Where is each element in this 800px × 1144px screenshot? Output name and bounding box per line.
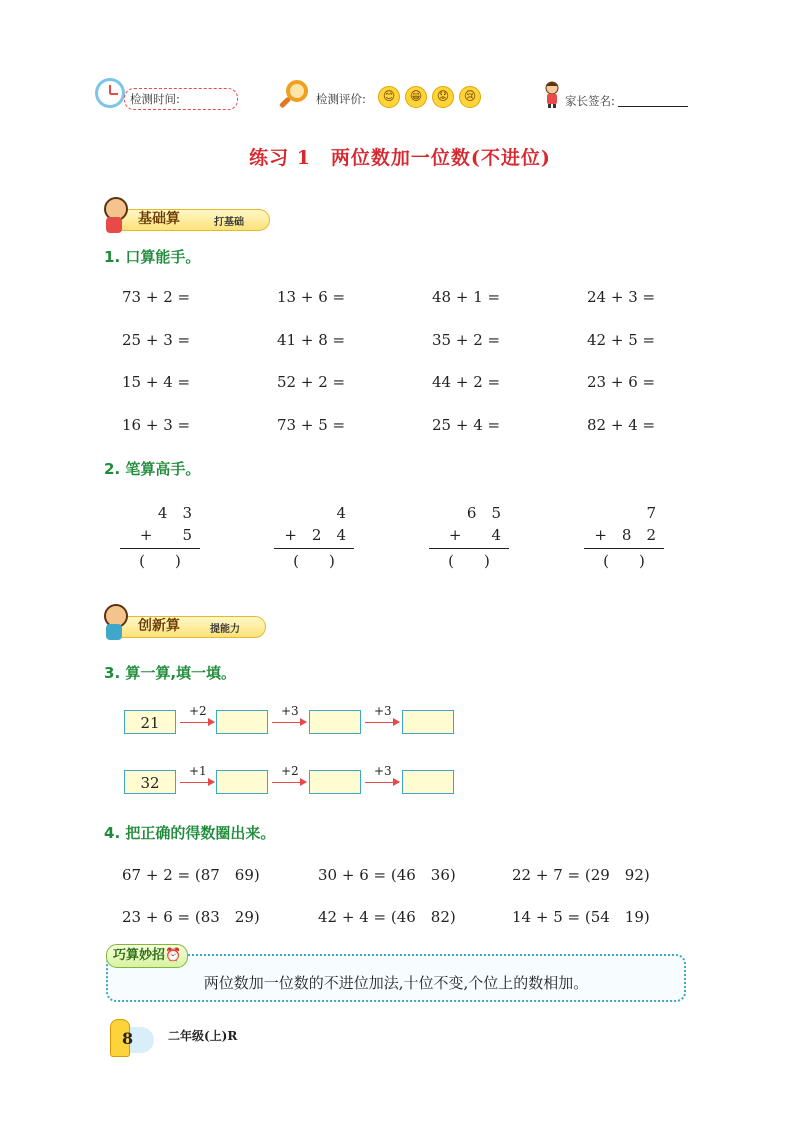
arrow-icon xyxy=(365,782,399,783)
step-label: +3 xyxy=(374,704,392,718)
step-label: +2 xyxy=(189,704,207,718)
circle-choice-item[interactable]: 14 + 5 = (54 19) xyxy=(512,908,650,926)
answer-box[interactable] xyxy=(309,710,361,734)
column-addition: 6 5 + 4 ( ) xyxy=(429,502,509,571)
mental-math-item: 48 + 1 = xyxy=(432,288,501,306)
mental-math-item: 35 + 2 = xyxy=(432,331,501,349)
section-banner-basic xyxy=(104,205,274,231)
circle-choice-item[interactable]: 22 + 7 = (29 92) xyxy=(512,866,650,884)
time-label: 检测时间: xyxy=(130,92,180,106)
chain-start-box: 21 xyxy=(124,710,176,734)
section-title: 创新算 xyxy=(138,618,180,634)
section-title: 基础算 xyxy=(138,211,180,227)
answer-blank[interactable]: ( ) xyxy=(448,552,490,570)
circle-choice-item[interactable]: 42 + 4 = (46 82) xyxy=(318,908,456,926)
mental-math-item: 82 + 4 = xyxy=(587,416,656,434)
mental-math-item: 52 + 2 = xyxy=(277,373,346,391)
mental-math-item: 23 + 6 = xyxy=(587,373,656,391)
step-label: +3 xyxy=(374,764,392,778)
mental-math-item: 44 + 2 = xyxy=(432,373,501,391)
section-banner-innovate xyxy=(104,612,274,638)
arrow-icon xyxy=(365,722,399,723)
mental-math-item: 25 + 3 = xyxy=(122,331,191,349)
circle-choice-item[interactable]: 67 + 2 = (87 69) xyxy=(122,866,260,884)
question-4-heading: 4. 把正确的得数圈出来。 xyxy=(104,824,276,842)
step-label: +1 xyxy=(189,764,207,778)
circle-choice-item[interactable]: 30 + 6 = (46 36) xyxy=(318,866,456,884)
section-subtitle: 打基础 xyxy=(214,217,244,228)
page-title: 练习 1 两位数加一位数(不进位) xyxy=(249,147,551,169)
answer-box[interactable] xyxy=(216,710,268,734)
worried-face-icon[interactable]: 😟 xyxy=(432,86,454,108)
mental-math-item: 42 + 5 = xyxy=(587,331,656,349)
arrow-icon xyxy=(180,722,214,723)
arrow-icon xyxy=(180,782,214,783)
step-label: +3 xyxy=(281,704,299,718)
mental-math-item: 15 + 4 = xyxy=(122,373,191,391)
time-field[interactable] xyxy=(124,88,238,110)
column-addition: 4 + 2 4 ( ) xyxy=(274,502,354,571)
chain-start-box: 32 xyxy=(124,770,176,794)
circle-choice-item[interactable]: 23 + 6 = (83 29) xyxy=(122,908,260,926)
clock-icon xyxy=(95,78,125,108)
arrow-icon xyxy=(272,722,306,723)
mental-math-item: 24 + 3 = xyxy=(587,288,656,306)
answer-box[interactable] xyxy=(402,770,454,794)
step-label: +2 xyxy=(281,764,299,778)
page-number-badge xyxy=(108,1015,154,1057)
parent-sign-label: 家长签名: xyxy=(565,94,615,108)
answer-box[interactable] xyxy=(402,710,454,734)
mental-math-item: 73 + 5 = xyxy=(277,416,346,434)
tip-text: 两位数加一位数的不进位加法,十位不变,个位上的数相加。 xyxy=(203,974,589,992)
question-2-heading: 2. 笔算高手。 xyxy=(104,460,201,478)
mental-math-item: 25 + 4 = xyxy=(432,416,501,434)
mental-math-item: 13 + 6 = xyxy=(277,288,346,306)
column-addition: 4 3 + 5 ( ) xyxy=(120,502,200,571)
tip-label: 巧算妙招⏰ xyxy=(106,944,188,968)
grin-face-icon[interactable]: 😁 xyxy=(405,86,427,108)
magnifier-handle xyxy=(279,96,291,108)
page-number: 8 xyxy=(122,1029,134,1048)
alarm-clock-icon: ⏰ xyxy=(165,948,182,963)
mental-math-item: 16 + 3 = xyxy=(122,416,191,434)
question-3-heading: 3. 算一算,填一填。 xyxy=(104,664,237,682)
grade-label: 二年级(上)R xyxy=(168,1029,238,1043)
answer-box[interactable] xyxy=(309,770,361,794)
mental-math-item: 73 + 2 = xyxy=(122,288,191,306)
answer-blank[interactable]: ( ) xyxy=(139,552,181,570)
child-icon xyxy=(542,80,562,108)
parent-sign-field[interactable] xyxy=(618,106,688,107)
eval-label: 检测评价: xyxy=(316,92,366,106)
question-1-heading: 1. 口算能手。 xyxy=(104,248,201,266)
mental-math-item: 41 + 8 = xyxy=(277,331,346,349)
section-subtitle: 提能力 xyxy=(210,624,240,635)
answer-blank[interactable]: ( ) xyxy=(603,552,645,570)
answer-box[interactable] xyxy=(216,770,268,794)
arrow-icon xyxy=(272,782,306,783)
column-addition: 7 + 8 2 ( ) xyxy=(584,502,664,571)
cry-face-icon[interactable]: 😢 xyxy=(459,86,481,108)
smile-face-icon[interactable]: 😊 xyxy=(378,86,400,108)
answer-blank[interactable]: ( ) xyxy=(293,552,335,570)
